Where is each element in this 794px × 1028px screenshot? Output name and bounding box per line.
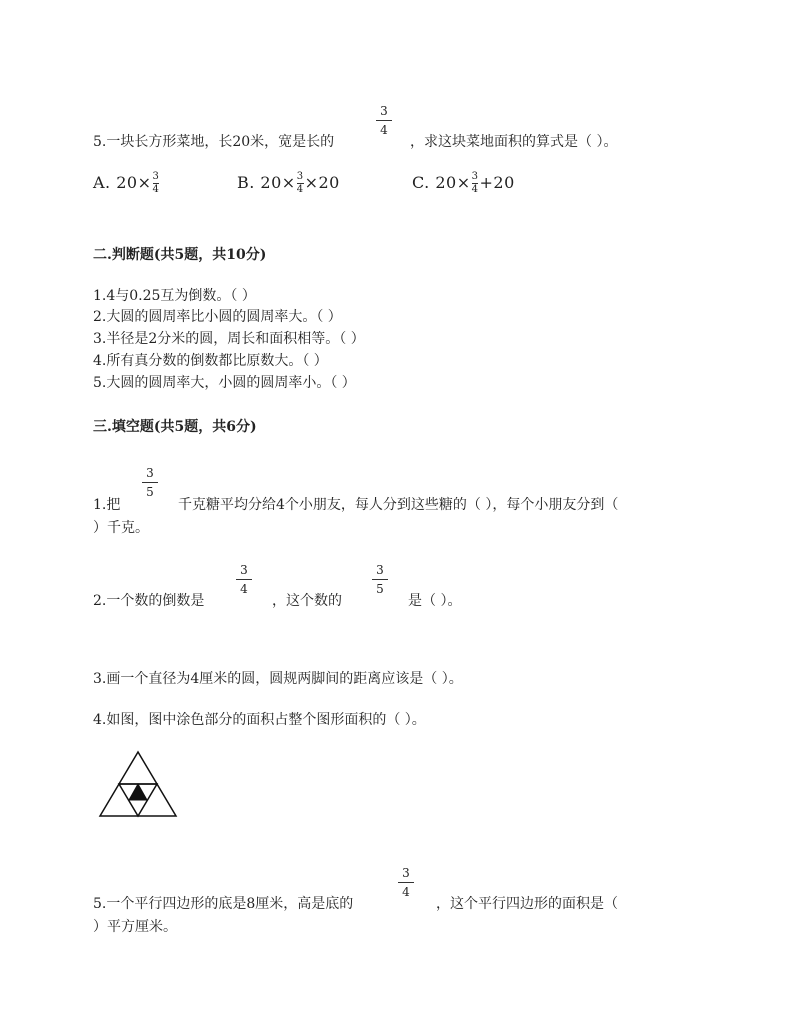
option-prefix: C. 20× xyxy=(412,173,471,192)
fill-q1-text-a: 1.把 xyxy=(93,497,121,513)
q5-fraction xyxy=(376,104,392,137)
fraction-numerator: 3 xyxy=(152,171,160,182)
fill-q1-text-c: ）千克。 xyxy=(93,520,149,536)
fraction-denominator: 4 xyxy=(240,582,248,596)
fraction-denominator: 5 xyxy=(146,485,154,499)
fraction-numerator: 3 xyxy=(376,563,384,577)
judge-item-3: 3.半径是2分米的圆，周长和面积相等。（ ） xyxy=(93,331,365,347)
fraction-numerator: 3 xyxy=(402,866,410,880)
q5-option-b[interactable] xyxy=(237,172,340,195)
judge-item-4: 4.所有真分数的倒数都比原数大。（ ） xyxy=(93,353,328,369)
fill-q5-text-a: 5.一个平行四边形的底是8厘米，高是底的 xyxy=(93,896,354,912)
fraction-denominator: 4 xyxy=(152,184,160,195)
fraction-bar xyxy=(236,579,252,580)
fill-q2-text-a: 2.一个数的倒数是 xyxy=(93,593,205,609)
fill-q1-fraction xyxy=(142,466,158,499)
fill-q2-fraction-1 xyxy=(236,563,252,596)
option-fraction xyxy=(472,172,479,195)
option-fraction xyxy=(153,172,160,195)
fill-q2-text-b: ，这个数的 xyxy=(272,593,342,609)
option-prefix: B. 20× xyxy=(237,173,296,192)
section2-heading: 二.判断题(共5题，共10分) xyxy=(93,247,267,263)
q5-option-c[interactable] xyxy=(412,172,515,195)
judge-item-1: 1.4与0.25互为倒数。（ ） xyxy=(93,288,256,304)
fraction-bar xyxy=(372,579,388,580)
fraction-denominator: 4 xyxy=(471,184,479,195)
fill-q2-fraction-2 xyxy=(372,563,388,596)
fill-q5-fraction xyxy=(398,866,414,899)
fraction-denominator: 4 xyxy=(402,885,410,899)
fill-q1-text-b: 千克糖平均分给4个小朋友，每人分到这些糖的（ ），每个小朋友分到（ xyxy=(178,497,619,513)
fraction-numerator: 3 xyxy=(471,171,479,182)
fraction-denominator: 4 xyxy=(296,184,304,195)
fill-q5-text-b: ，这个平行四边形的面积是（ xyxy=(436,896,618,912)
fraction-numerator: 3 xyxy=(240,563,248,577)
q5-text-a: 5.一块长方形菜地，长20米，宽是长的 xyxy=(93,134,335,150)
fill-q4-text: 4.如图，图中涂色部分的面积占整个图形面积的（ ）。 xyxy=(93,712,426,728)
triangle-figure xyxy=(98,750,178,818)
fraction-numerator: 3 xyxy=(296,171,304,182)
q5-text-b: ，求这块菜地面积的算式是（ ）。 xyxy=(410,134,618,150)
fill-q3-text: 3.画一个直径为4厘米的圆，圆规两脚间的距离应该是（ ）。 xyxy=(93,671,463,687)
judge-item-2: 2.大圆的圆周率比小圆的圆周率大。（ ） xyxy=(93,309,342,325)
option-suffix: +20 xyxy=(479,173,515,192)
fraction-bar xyxy=(376,120,392,121)
option-fraction xyxy=(297,172,304,195)
fill-q5-text-c: ）平方厘米。 xyxy=(93,919,177,935)
fraction-numerator: 3 xyxy=(380,104,388,118)
judge-item-5: 5.大圆的圆周率大，小圆的圆周率小。（ ） xyxy=(93,375,356,391)
section3-heading: 三.填空题(共5题，共6分) xyxy=(93,419,257,435)
option-prefix: A. 20× xyxy=(93,173,152,192)
fraction-bar xyxy=(398,882,414,883)
q5-option-a[interactable] xyxy=(93,172,160,195)
fraction-numerator: 3 xyxy=(146,466,154,480)
option-suffix: ×20 xyxy=(304,173,340,192)
fraction-denominator: 5 xyxy=(376,582,384,596)
fill-q2-text-c: 是（ ）。 xyxy=(408,593,462,609)
fraction-denominator: 4 xyxy=(380,123,388,137)
fraction-bar xyxy=(142,482,158,483)
